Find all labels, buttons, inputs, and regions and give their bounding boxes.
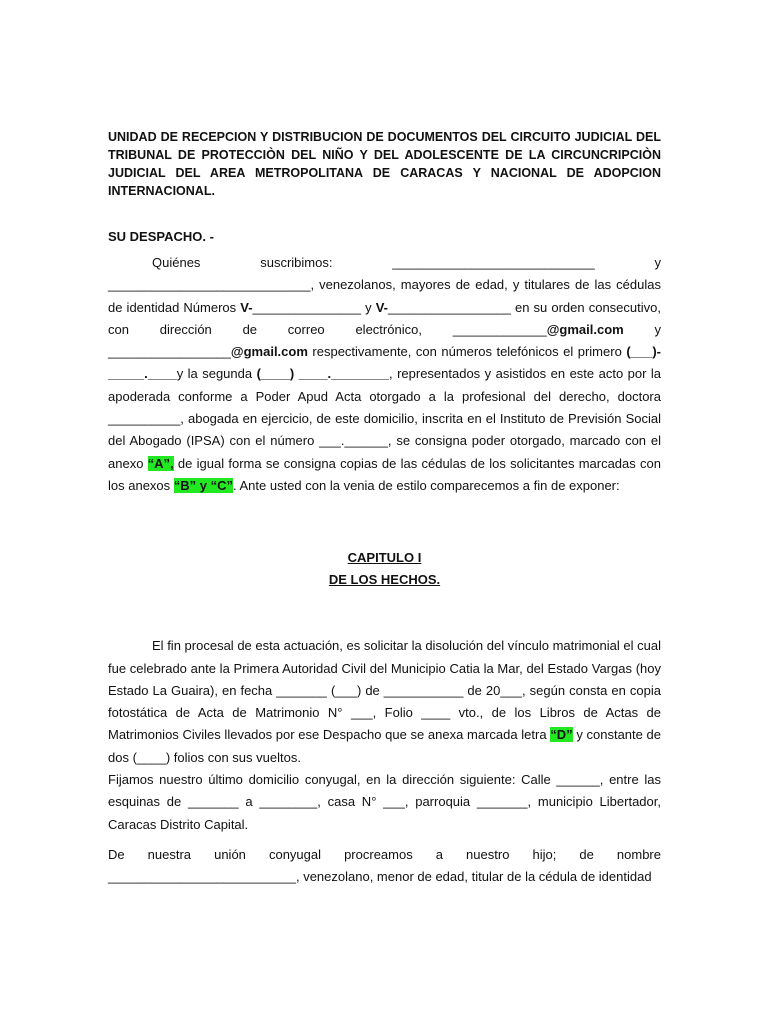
email-domain-2: @gmail.com <box>230 344 308 360</box>
phone-2: (____) ____.________ <box>256 366 389 382</box>
text-run: y constante de dos (____) folios con sus vueltos. <box>108 727 662 765</box>
text-run: El fin procesal de esta actuación, es solicitar la disolución del vínculo matrimonial el cual fue celebrado ante la Primera Autoridad Civil del Municipio Catia la Mar, del Estado Vargas (hoy Estado La Guaira), en fecha _______ (___) de ___________ de 20___, según consta en copia fotostática de Acta de Matrimonio N° ___, Folio ____ vto., de los Libros de Actas de Matrimonios Civiles llevados por ese Despacho que se anexa marcada letra <box>108 638 661 743</box>
document-heading: UNIDAD DE RECEPCION Y DISTRIBUCION DE DOCUMENTOS DEL CIRCUITO JUDICIAL DEL TRIBUNAL DE PROTECCIÒN DEL NIÑO Y DEL ADOLESCENTE DE LA CIRCUNCRIPCIÒN JUDICIAL DEL AREA METROPOLITANA DE CARACAS Y NACIONAL DE ADOPCION INTERNACIONAL. <box>108 130 661 198</box>
text-run: _________________ en su orden consecutivo, con dirección de correo electrónico, _____________ <box>108 299 661 337</box>
text-run: respectivamente, con números telefónicos el primero <box>307 344 627 360</box>
annex-d-highlight: “D” <box>550 727 573 743</box>
text-run: Quiénes suscribimos: ____________________________ y ____________________________, venezolanos, mayores de edad, y titulares de las cédulas de identidad Números <box>108 255 661 315</box>
text-run: . Ante usted con la venia de estilo comparecemos a fin de exponer: <box>233 477 620 493</box>
chapter-subtitle: DE LOS HECHOS. <box>328 572 441 588</box>
email-domain-1: @gmail.com <box>546 321 624 337</box>
paragraph-petitioners <box>108 252 661 497</box>
text-run: y _________________ <box>108 321 661 360</box>
document-body <box>108 128 661 889</box>
paragraph-children: De nuestra unión conyugal procreamos a nuestro hijo; de nombre __________________________, venezolano, menor de edad, titular de la cédula de identidad <box>108 846 661 885</box>
annex-a-highlight: “A”, <box>147 455 174 471</box>
text-run: y la segunda <box>176 366 257 382</box>
paragraph-facts <box>108 635 661 769</box>
annex-bc-highlight: “B” y “C” <box>173 477 233 493</box>
chapter-title: CAPITULO I <box>347 550 422 566</box>
salutation: SU DESPACHO. - <box>108 229 214 244</box>
id-prefix-2: V- <box>375 299 388 315</box>
text-run: _______________ y <box>252 299 376 315</box>
phone-1: (___)-_____.____ <box>108 344 661 382</box>
text-run: , representados y asistidos en este acto por la apoderada conforme a Poder Apud Acta otorgado a la profesional del derecho, doctora __________, abogada en ejercicio, de este domicilio, inscrita en el Instituto de Previsión Social del Abogado (IPSA) con el número ___.______, se consigna poder otorgado, marcado con el anexo <box>108 366 661 471</box>
id-prefix-1: V- <box>240 299 253 315</box>
paragraph-domicile: Fijamos nuestro último domicilio conyugal, en la dirección siguiente: Calle ______, entre las esquinas de _______ a ________, casa N° ___, parroquia _______, municipio Libertador, Caracas Distrito Capital. <box>108 772 661 832</box>
text-run: de igual forma se consigna copias de las cédulas de los solicitantes marcadas con los anexos <box>108 455 661 493</box>
